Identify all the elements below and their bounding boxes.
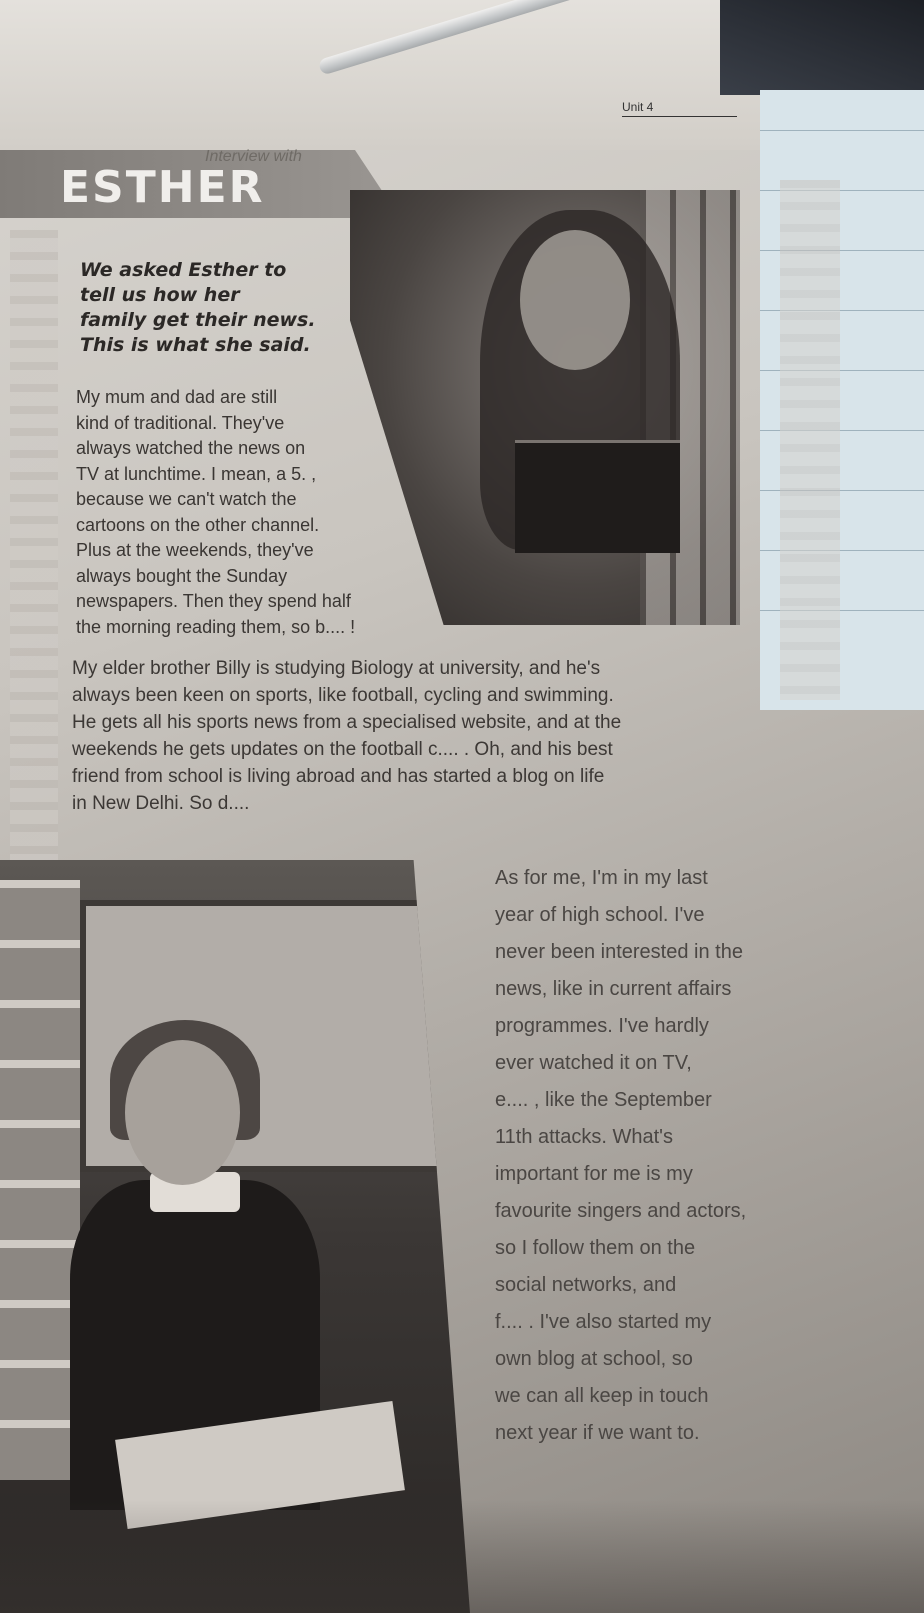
- banner-title: ESTHER: [60, 162, 265, 213]
- text-line: important for me is my: [495, 1163, 693, 1185]
- text-line: TV at lunchtime. I mean, a 5. ,: [76, 463, 317, 484]
- photo-book-stack: [0, 880, 80, 1480]
- text-line: always watched the news on: [76, 438, 306, 458]
- unit-label: Unit 4: [622, 100, 737, 117]
- photo-face: [125, 1040, 240, 1185]
- star-border-right: [780, 180, 840, 700]
- intro-line: This is what she said.: [80, 334, 311, 356]
- text-line: next year if we want to.: [495, 1422, 700, 1444]
- paragraph-brother: [72, 655, 772, 817]
- text-line: favourite singers and actors,: [495, 1200, 747, 1222]
- star-border-left: [10, 230, 58, 890]
- photo-face: [520, 230, 630, 370]
- photo-laptop: [515, 440, 680, 553]
- text-line: year of high school. I've: [495, 904, 705, 926]
- text-line: newspapers. Then they spend half: [76, 591, 351, 611]
- text-line: so I follow them on the: [495, 1237, 696, 1259]
- text-line: the morning reading them, so b.... !: [76, 616, 356, 637]
- text-line: news, like in current affairs: [495, 978, 732, 1000]
- text-line: we can all keep in touch: [495, 1385, 709, 1407]
- text-line: friend from school is living abroad and has started a blog on life: [72, 766, 605, 787]
- text-line: social networks, and: [495, 1274, 677, 1296]
- text-line: My elder brother Billy is studying Biology at university, and he's: [72, 658, 601, 679]
- text-line: own blog at school, so: [495, 1348, 693, 1370]
- text-line: e.... , like the September: [495, 1089, 712, 1111]
- text-line: As for me, I'm in my last: [495, 867, 708, 889]
- text-line: programmes. I've hardly: [495, 1015, 709, 1037]
- background-corner: [720, 0, 924, 95]
- text-line: kind of traditional. They've: [76, 412, 285, 433]
- paragraph-esther: [495, 860, 855, 1452]
- banner-subtitle: Interview with: [205, 148, 302, 165]
- intro-line: We asked Esther to: [80, 259, 287, 281]
- text-line: 11th attacks. What's: [495, 1126, 673, 1148]
- text-line: in New Delhi. So d....: [72, 793, 250, 814]
- intro-line: tell us how her: [80, 284, 240, 306]
- bottom-shadow: [0, 1500, 924, 1613]
- intro-line: family get their news.: [80, 309, 316, 331]
- text-line: ever watched it on TV,: [495, 1052, 692, 1074]
- paragraph-parents: [76, 385, 446, 640]
- text-line: My mum and dad are still: [76, 387, 278, 407]
- text-line: always bought the Sunday: [76, 565, 288, 586]
- text-line: always been keen on sports, like football, cycling and swimming.: [72, 685, 614, 706]
- text-line: never been interested in the: [495, 941, 743, 963]
- text-line: Plus at the weekends, they've: [76, 540, 314, 560]
- text-line: weekends he gets updates on the football c.... . Oh, and his best: [72, 739, 613, 760]
- text-line: f.... . I've also started my: [495, 1311, 712, 1333]
- text-line: cartoons on the other channel.: [76, 514, 320, 535]
- notebook-line: [760, 130, 924, 131]
- text-line: He gets all his sports news from a specialised website, and at the: [72, 712, 622, 733]
- intro-text: [80, 258, 380, 358]
- text-line: because we can't watch the: [76, 489, 297, 509]
